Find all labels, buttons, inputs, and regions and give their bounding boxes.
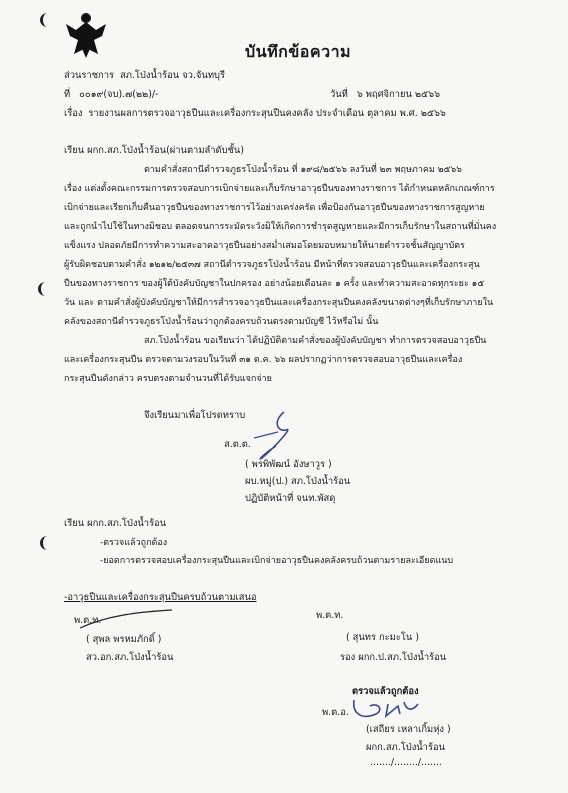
salutation: เรียน ผกก.สภ.โป่งน้ำร้อน(ผ่านตามลำดับชั้น) bbox=[64, 145, 244, 156]
body-line: วัน และ ตามคำสั่งผู้บังคับบัญชาให้มีการสำรวจอาวุธปืนและเครื่องกระสุนปืนคงคลังขนาดต่างๆที่เก็บรักษาภายใน bbox=[64, 298, 494, 308]
signer-3-name: ( สุนทร กะมะโน ) bbox=[346, 632, 419, 643]
body-line: และถูกนำไปใช้ในทางมิชอบ ตลอดจนการระมัดระวังมิให้เกิดการชำรุดสูญหายและมีการเก็บรักษาในสถานที่มั่นคง bbox=[64, 222, 497, 232]
proposal-text: -อาวุธปืนและเครื่องกระสุนปืนครบถ้วนตามเสนอ bbox=[64, 592, 257, 603]
body-line: คลังของสถานีตำรวจภูธรโป่งน้ำร้อนว่าถูกต้องครบถ้วนตรงตามบัญชี ไว้หรือไม่ นั้น bbox=[64, 317, 379, 327]
signer-3-position: รอง ผกก.ป.สภ.โป่งน้ำร้อน bbox=[340, 652, 447, 663]
body-line: ตามคำสั่งสถานีตำรวจภูธรโป่งน้ำร้อน ที่ ๑๙๘/๒๕๖๖ ลงวันที่ ๒๓ พฤษภาคม ๒๕๖๖ bbox=[144, 165, 462, 175]
signer-4-position: ผกก.สภ.โป่งน้ำร้อน bbox=[366, 742, 446, 753]
approval-text: ตรวจแล้วถูกต้อง bbox=[352, 686, 419, 697]
signer-4-date: ......./......../....... bbox=[370, 757, 442, 768]
body-line: และเครื่องกระสุนปืน ตรวจตามวงรอบในวันที่ ๓๑ ต.ค. ๖๖ ผลปรากฏว่าการตรวจสอบอาวุธปืนและเครื่อง bbox=[64, 355, 463, 365]
note-item: -ยอดการตรวจสอบเครื่องกระสุนปืนและเบิกจ่ายอาวุธปืนคงคลังครบถ้วนตามรายละเอียดแนบ bbox=[100, 556, 454, 566]
signer-1-rank: ส.ต.ต. bbox=[224, 439, 251, 450]
subject-row bbox=[64, 106, 446, 121]
ref-value: ๐๐๑๙(จบ).๗(๒๒)/- bbox=[79, 89, 159, 100]
body-line: กระสุนปืนดังกล่าว ครบตรงตามจำนวนที่ได้รับแจกจ่าย bbox=[64, 374, 272, 384]
signer-4-rank: พ.ต.อ. bbox=[322, 707, 349, 718]
signer-1-position: ผบ.หมู่(ป.) สภ.โป่งน้ำร้อน bbox=[245, 476, 351, 487]
punch-hole-icon bbox=[40, 13, 55, 27]
signer-1-position: ปฏิบัติหน้าที่ จนท.พัสดุ bbox=[245, 493, 336, 504]
signer-2-name: ( สุพล พรหมภักดิ์ ) bbox=[86, 634, 162, 645]
body-line: ผู้รับผิดชอบตามคำสั่ง ๑๒๑๒/๒๕๓๗ สถานีตำรวจภูธรโป่งน้ำร้อน มีหน้าที่ตรวจสอบอาวุธปืนและเครื่องกระสุน bbox=[64, 260, 480, 270]
page-title: บันทึกข้อความ bbox=[245, 42, 352, 61]
date-label: วันที่ bbox=[330, 89, 348, 100]
date-value: ๖ พฤศจิกายน ๒๕๖๖ bbox=[356, 89, 441, 100]
signer-1-name: ( พรพิพัฒน์ อังษาวูร ) bbox=[245, 459, 332, 470]
subject-value: รายงานผลการตรวจอาวุธปืนและเครื่องกระสุนปืนคงคลัง ประจำเดือน ตุลาคม พ.ศ. ๒๕๖๖ bbox=[88, 108, 446, 119]
body-line: สภ.โป่งน้ำร้อน ขอเรียนว่า ได้ปฏิบัติตามคำสั่งของผู้บังคับบัญชา ทำการตรวจสอบอาวุธปืน bbox=[144, 336, 487, 346]
punch-hole-icon bbox=[38, 282, 53, 296]
signer-2-position: สว.อก.สภ.โป่งน้ำร้อน bbox=[86, 652, 174, 663]
body-line: ปืนของทางราชการ ของผู้ใต้บังคับบัญชาในปกครอง อย่างน้อยเดือนละ ๑ ครั้ง และทำความสะอาดทุกระยะ ๑๕ bbox=[64, 279, 485, 289]
signer-2-rank: พ.ต.ท. bbox=[74, 615, 102, 626]
ref-label: ที่ bbox=[64, 89, 71, 100]
body-line: เรื่อง แต่งตั้งคณะกรรมการตรวจสอบการเบิกจ่ายและเก็บรักษาอาวุธปืนของทางราชการ ได้กำหนดหลักเกณฑ์การ bbox=[64, 184, 495, 194]
punch-hole-icon bbox=[40, 536, 55, 550]
date-row bbox=[330, 87, 440, 102]
agency-value: สภ.โป่งน้ำร้อน จว.จันทบุรี bbox=[120, 70, 225, 81]
body-line: แข็งแรง ปลอดภัยมีการทำความสะอาดอาวุธปืนอย่างสม่ำเสมอโดยมอบหมายให้นายตำรวจชั้นสัญญาบัตร bbox=[64, 241, 465, 251]
note-recipient: เรียน ผกก.สภ.โป่งน้ำร้อน bbox=[64, 518, 167, 529]
signer-4-name: (เสถียร เหลาเกิ้มหุ่ง ) bbox=[366, 724, 451, 735]
garuda-emblem-icon bbox=[62, 10, 110, 60]
closing-text: จึงเรียนมาเพื่อโปรดทราบ bbox=[144, 410, 246, 421]
note-item: -ตรวจแล้วถูกต้อง bbox=[100, 538, 168, 548]
agency-label: ส่วนราชการ bbox=[64, 70, 115, 81]
ref-row bbox=[64, 87, 158, 102]
body-line: เบิกจ่ายและเรียกเก็บคืนอาวุธปืนของทางราชการไว้อย่างเคร่งครัด เพื่อป้องกันอาวุธปืนของทางราชการสูญหาย bbox=[64, 203, 485, 213]
signer-3-rank: พ.ต.ท. bbox=[316, 610, 344, 621]
subject-label: เรื่อง bbox=[64, 108, 83, 119]
agency-row bbox=[64, 68, 225, 83]
